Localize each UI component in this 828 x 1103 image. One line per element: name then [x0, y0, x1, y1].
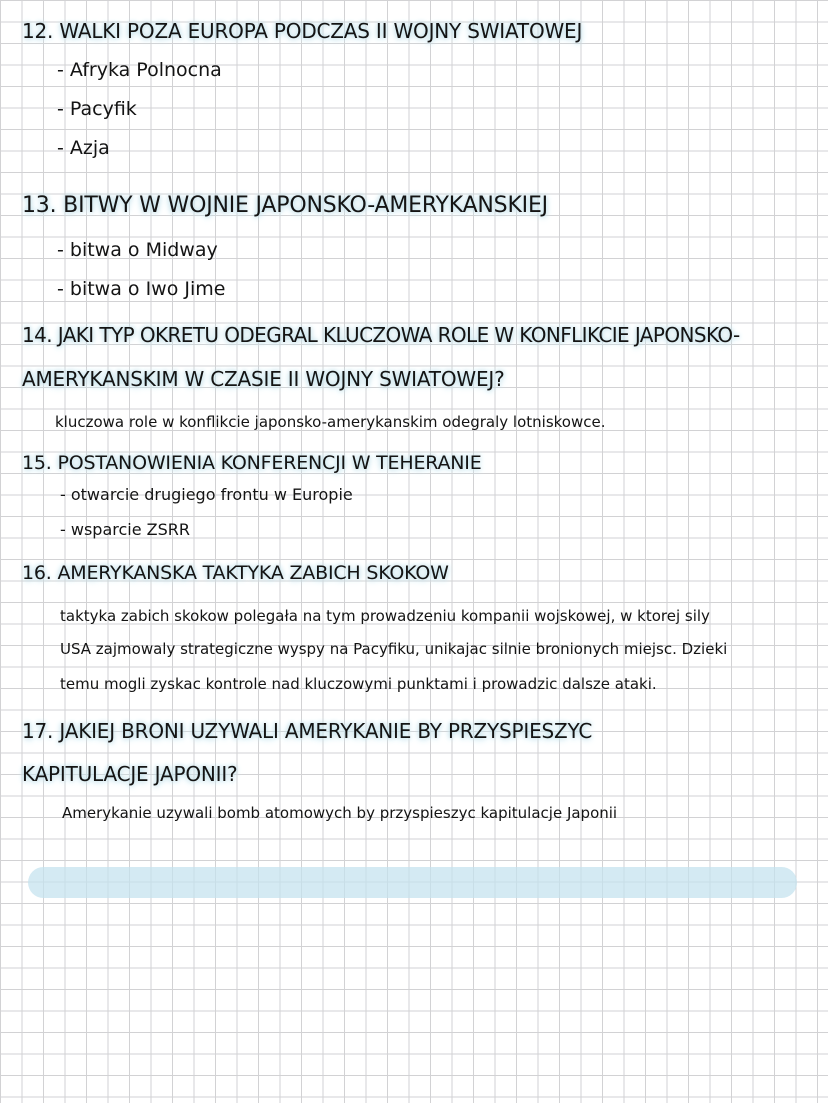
answer-section-14: kluczowa role w konflikcie japonsko-amerykanskim odegraly lotniskowce. [55, 413, 606, 431]
list-item: - otwarcie drugiego frontu w Europie [60, 485, 353, 504]
heading-section-14-line-2: AMERYKANSKIM W CZASIE II WOJNY SWIATOWEJ? [22, 367, 505, 391]
paragraph-line: taktyka zabich skokow polegała na tym prowadzeniu kompanii wojskowej, w ktorej sily [60, 607, 710, 625]
heading-section-17-line-1: 17. JAKIEJ BRONI UZYWALI AMERYKANIE BY PRZYSPIESZYC [22, 719, 593, 743]
heading-section-13: 13. BITWY W WOJNIE JAPONSKO-AMERYKANSKIEJ [22, 193, 548, 218]
list-item: - Pacyfik [57, 98, 137, 120]
heading-section-15: 15. POSTANOWIENIA KONFERENCJI W TEHERANIE [22, 452, 482, 474]
list-item: - bitwa o Iwo Jime [57, 278, 226, 300]
heading-section-16: 16. AMERYKANSKA TAKTYKA ZABICH SKOKOW [22, 562, 449, 584]
heading-section-17-line-2: KAPITULACJE JAPONII? [22, 762, 238, 786]
highlight-bar [28, 867, 797, 898]
heading-section-14-line-1: 14. JAKI TYP OKRETU ODEGRAL KLUCZOWA ROLE W KONFLIKCIE JAPONSKO- [22, 323, 740, 347]
paragraph-line: temu mogli zyskac kontrole nad kluczowymi punktami i prowadzic dalsze ataki. [60, 675, 657, 693]
heading-section-12: 12. WALKI POZA EUROPA PODCZAS II WOJNY SWIATOWEJ [22, 19, 583, 43]
list-item: - bitwa o Midway [57, 239, 218, 261]
list-item: - Afryka Polnocna [57, 59, 222, 81]
list-item: - Azja [57, 137, 110, 159]
paragraph-line: USA zajmowaly strategiczne wyspy na Pacyfiku, unikajac silnie bronionych miejsc. Dzieki [60, 640, 728, 658]
answer-section-17: Amerykanie uzywali bomb atomowych by przyspieszyc kapitulacje Japonii [62, 804, 618, 822]
list-item: - wsparcie ZSRR [60, 520, 190, 539]
